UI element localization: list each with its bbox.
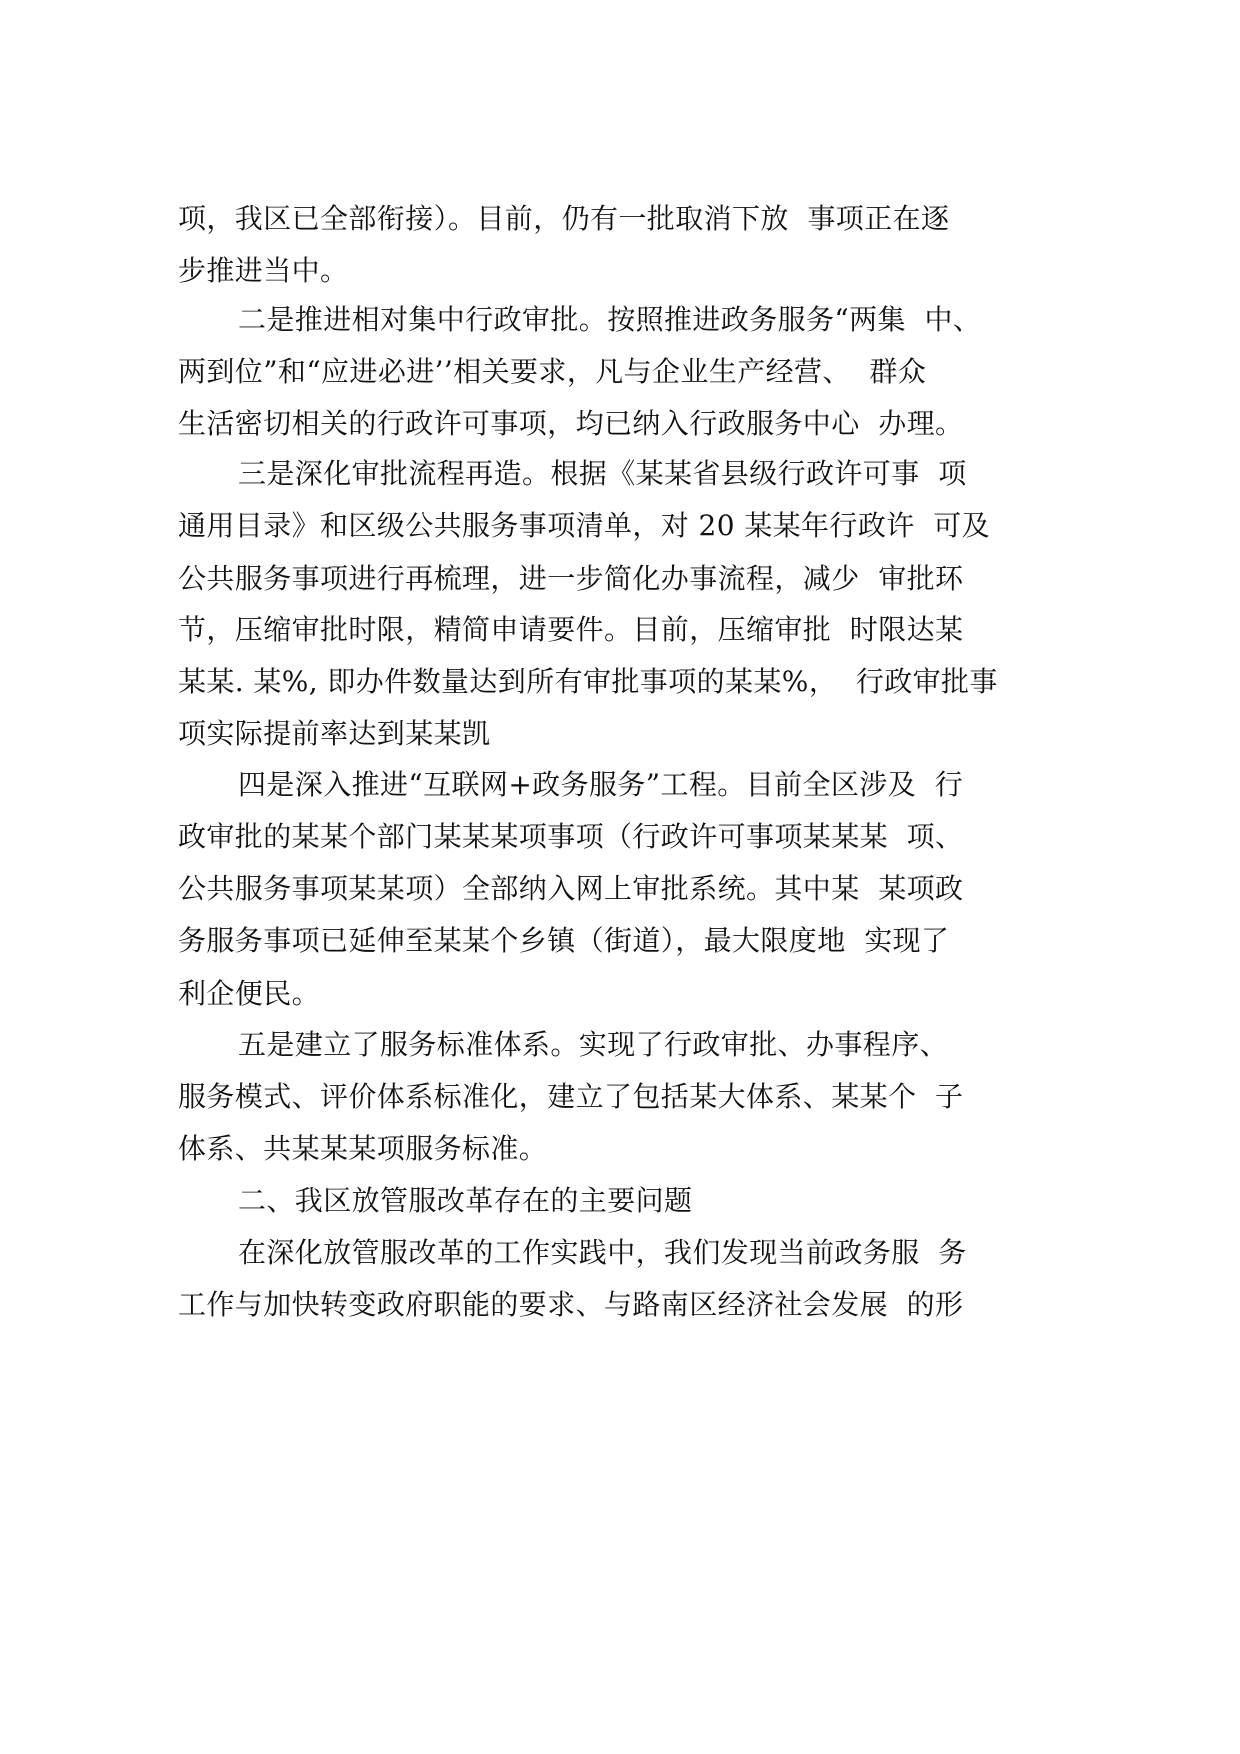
section-heading: 二、我区放管服改革存在的主要问题 [238, 1184, 693, 1217]
text-line-3: 二是推进相对集中行政审批。按照推进政务服务“两集 中、 [238, 303, 982, 336]
text-line-6: 三是深化审批流程再造。根据《某某省县级行政许可事 项 [238, 457, 967, 490]
text-line-16: 利企便民。 [178, 977, 321, 1010]
text-line-2: 步推进当中。 [178, 254, 349, 287]
text-line-18: 服务模式、评价体系标准化，建立了包括某大体系、某某个 子 [178, 1080, 964, 1113]
text-line-17: 五是建立了服务标准体系。实现了行政审批、办事程序、 [238, 1028, 949, 1061]
text-line-19: 体系、共某某某项服务标准。 [178, 1132, 548, 1165]
text-line-12: 四是深入推进“互联网+政务服务”工程。目前全区涉及 行 [238, 768, 964, 801]
text-line-14: 公共服务事项某某项）全部纳入网上审批系统。其中某 某项政 [178, 872, 964, 905]
text-line-1: 项，我区已全部衔接）。目前，仍有一批取消下放 事项正在逐 [178, 202, 950, 235]
text-line-5: 生活密切相关的行政许可事项，均已纳入行政服务中心 办理。 [178, 407, 964, 440]
text-line-8: 公共服务事项进行再梳理，进一步简化办事流程，减少 审批环 [178, 562, 964, 595]
text-line-22: 工作与加快转变政府职能的要求、与路南区经济社会发展 的形 [178, 1288, 964, 1321]
text-line-11: 项实际提前率达到某某凯 [178, 717, 491, 750]
text-line-21: 在深化放管服改革的工作实践中，我们发现当前政务服 务 [238, 1236, 967, 1269]
text-line-13: 政审批的某某个部门某某某项事项（行政许可事项某某某 项、 [178, 820, 964, 853]
text-line-10: 某某. 某%, 即办件数量达到所有审批事项的某某%， 行政审批事 [178, 665, 998, 698]
text-line-4: 两到位”和“应进必进’’相关要求，凡与企业生产经营、 群众 [178, 355, 927, 388]
text-line-9: 节，压缩审批时限，精简申请要件。目前，压缩审批 时限达某 [178, 613, 964, 646]
text-line-15: 务服务事项已延伸至某某个乡镇（街道），最大限度地 实现了 [178, 924, 950, 957]
text-line-7: 通用目录》和区级公共服务事项清单，对 20 某某年行政许 可及 [178, 509, 991, 542]
